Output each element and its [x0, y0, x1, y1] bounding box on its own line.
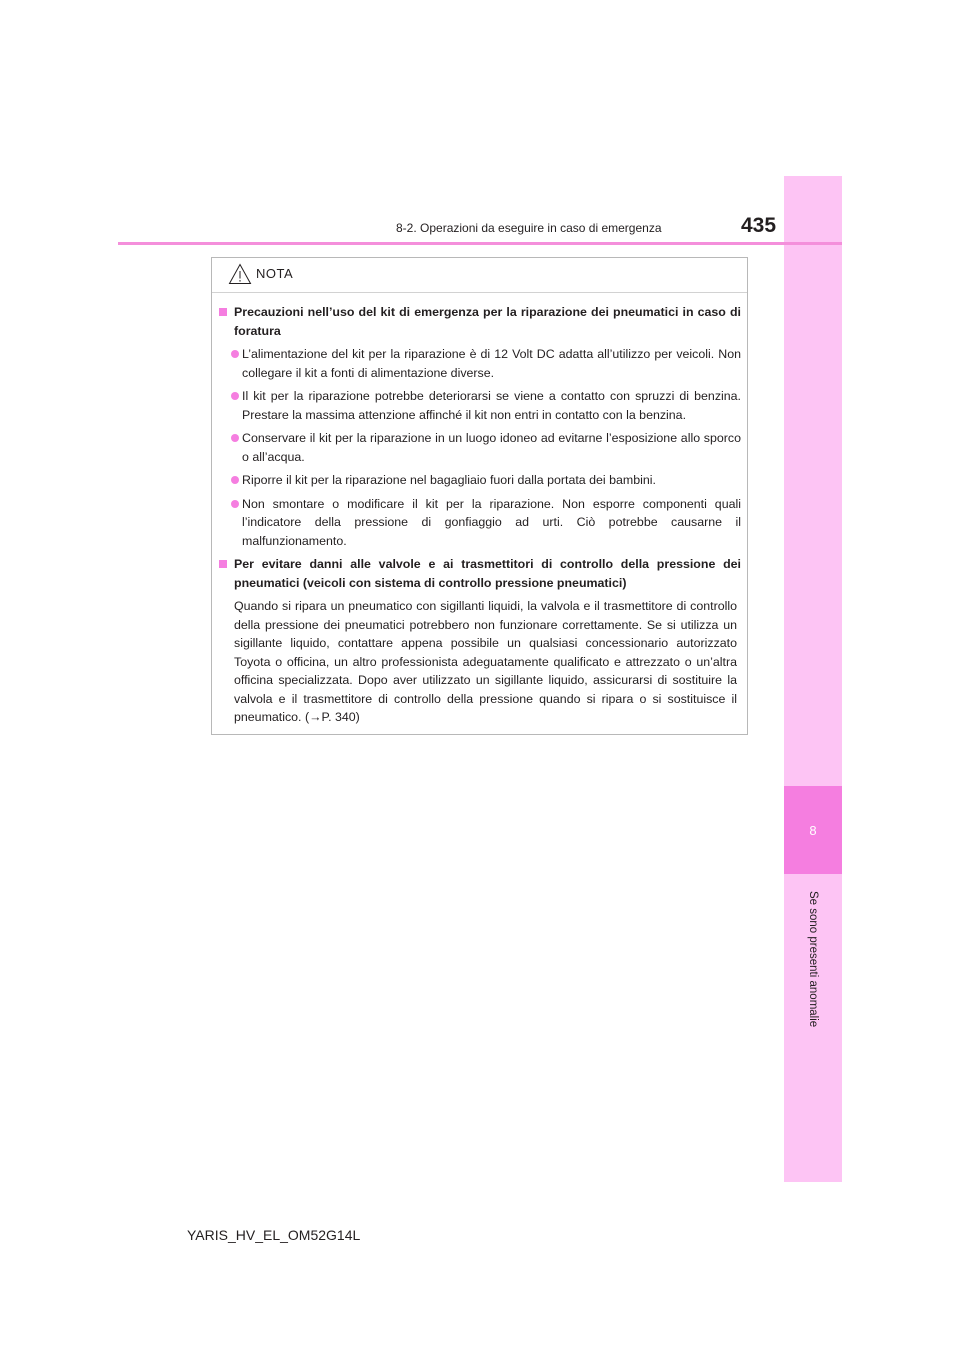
- warning-triangle-icon: [228, 263, 252, 285]
- section-title: [218, 555, 741, 592]
- chapter-number: 8: [809, 822, 817, 838]
- notice-header: [212, 258, 747, 293]
- chapter-number-tab: [784, 786, 842, 874]
- list-item: [218, 429, 741, 466]
- circle-bullet-icon: [231, 434, 239, 442]
- section-title-text: Precauzioni nell’uso del kit di emergenza per la riparazione dei pneumatici in caso di foratura: [234, 305, 741, 338]
- notice-section-1: [218, 303, 741, 550]
- notice-section-2: [218, 555, 741, 727]
- circle-bullet-icon: [231, 476, 239, 484]
- square-bullet-icon: [219, 308, 227, 316]
- header-rule: [118, 242, 842, 245]
- section-heading: 8-2. Operazioni da eseguire in caso di emergenza: [396, 221, 662, 235]
- section-title-text: Per evitare danni alle valvole e ai trasmettitori di controllo della pressione dei pneumatici (veicoli con sistema di controllo pressione pneumatici): [234, 557, 741, 590]
- list-item: [218, 345, 741, 382]
- list-item-text: Conservare il kit per la riparazione in un luogo idoneo ad evitarne l’esposizione allo sporco o all’acqua.: [242, 431, 741, 464]
- page-number: 435: [741, 214, 777, 237]
- section-paragraph: Quando si ripara un pneumatico con sigillanti liquidi, la valvola e il trasmettitore di controllo della pressione dei pneumatici potrebbero non funzionare correttamente. Se si utilizza un sigillante liquido, contattare appena possibile un qualsiasi concessionario autorizzato Toyota o officina, un altro professionista adeguatamente qualificato e attrezzato o un’altra officina specializzata. Dopo aver utilizzato un sigillante liquido, assicurarsi di sostituire la valvola e il trasmettitore di controllo della pressione quando si ripara o si sostituisce il pneumatico. (→P. 340): [234, 599, 737, 724]
- document-code: YARIS_HV_EL_OM52G14L: [187, 1227, 361, 1243]
- list-item: [218, 495, 741, 551]
- list-item: [218, 471, 741, 490]
- list-item-text: L’alimentazione del kit per la riparazione è di 12 Volt DC adatta all’utilizzo per veicoli. Non collegare il kit a fonti di alimentazione diverse.: [242, 347, 741, 380]
- list-item-text: Riporre il kit per la riparazione nel bagagliaio fuori dalla portata dei bambini.: [242, 473, 656, 487]
- section-title: [218, 303, 741, 340]
- chapter-label: Se sono presenti anomalie: [807, 890, 819, 1028]
- list-item-text: Non smontare o modificare il kit per la riparazione. Non esporre componenti quali l’indicatore della pressione di gonfiaggio ad urti. Ciò potrebbe causarne il malfunzionamento.: [242, 496, 741, 548]
- list-item: [218, 387, 741, 424]
- circle-bullet-icon: [231, 350, 239, 358]
- notice-title: NOTA: [256, 266, 294, 281]
- circle-bullet-icon: [231, 500, 239, 508]
- chapter-label-tab: [784, 880, 842, 1038]
- notice-body: [212, 293, 747, 727]
- circle-bullet-icon: [231, 392, 239, 400]
- notice-box: [211, 257, 748, 735]
- list-item-text: Il kit per la riparazione potrebbe deteriorarsi se viene a contatto con spruzzi di benzina. Prestare la massima attenzione affinché il kit non entri in contatto con la benzina.: [242, 389, 741, 422]
- square-bullet-icon: [219, 560, 227, 568]
